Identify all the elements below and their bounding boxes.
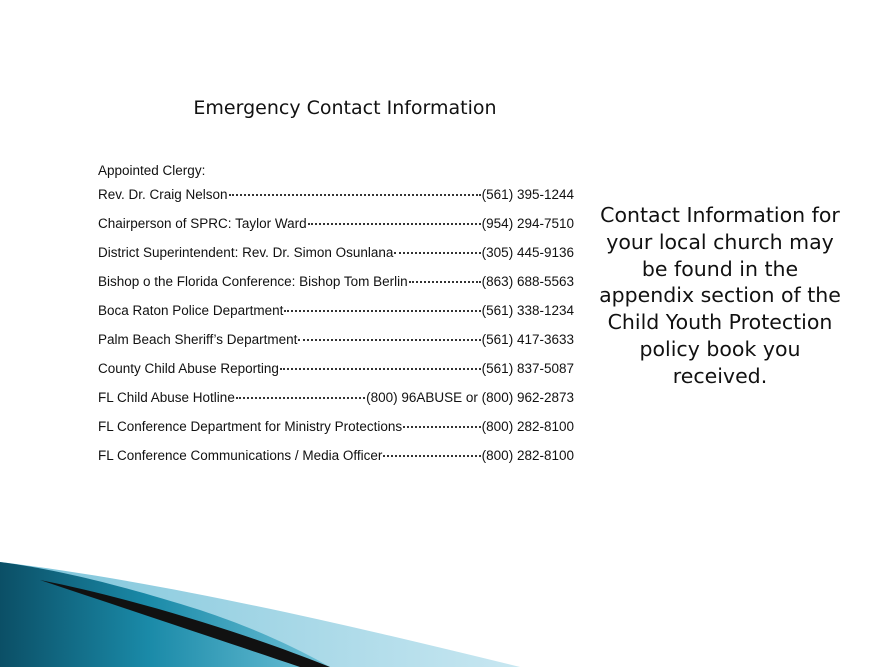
contact-phone: (954) 294-7510 <box>481 216 574 231</box>
contact-row <box>98 448 574 477</box>
dot-leader <box>284 309 480 312</box>
contact-phone: (800) 96ABUSE or (800) 962-2873 <box>366 390 574 405</box>
contact-name: Chairperson of SPRC: Taylor Ward <box>98 216 307 231</box>
contact-row <box>98 390 574 419</box>
contact-name: District Superintendent: Rev. Dr. Simon Osunlana <box>98 245 394 260</box>
dot-leader <box>280 367 481 370</box>
dot-leader <box>383 454 480 457</box>
contact-name: FL Child Abuse Hotline <box>98 390 235 405</box>
dot-leader <box>394 251 480 254</box>
dot-leader <box>409 280 481 283</box>
contact-phone: (561) 417-3633 <box>481 332 574 347</box>
contact-row <box>98 187 574 216</box>
contact-phone: (561) 837-5087 <box>481 361 574 376</box>
contact-name: FL Conference Department for Ministry Protections <box>98 419 403 434</box>
contact-phone: (561) 338-1234 <box>481 303 574 318</box>
contact-phone: (800) 282-8100 <box>481 448 574 463</box>
contact-row <box>98 274 574 303</box>
clergy-subheading: Appointed Clergy: <box>98 163 206 178</box>
contact-row <box>98 245 574 274</box>
contact-row <box>98 419 574 448</box>
dot-leader <box>236 396 365 399</box>
contact-phone: (800) 282-8100 <box>481 419 574 434</box>
contact-row <box>98 216 574 245</box>
contact-name: Boca Raton Police Department <box>98 303 284 318</box>
contact-phone: (305) 445-9136 <box>481 245 574 260</box>
contact-phone: (561) 395-1244 <box>481 187 574 202</box>
local-church-note: Contact Information for your local church may be found in the appendix section of the Child Youth Protection policy book you received. <box>599 203 841 388</box>
contact-phone: (863) 688-5563 <box>481 274 574 289</box>
contact-name: Rev. Dr. Craig Nelson <box>98 187 228 202</box>
dot-leader <box>308 222 481 225</box>
dot-leader <box>298 338 480 341</box>
contact-name: Palm Beach Sheriff’s Department <box>98 332 298 347</box>
slide-title: Emergency Contact Information <box>193 97 497 119</box>
contact-name: County Child Abuse Reporting <box>98 361 279 376</box>
contact-row <box>98 303 574 332</box>
decorative-wave <box>0 540 890 667</box>
contact-row <box>98 361 574 390</box>
contact-name: FL Conference Communications / Media Officer <box>98 448 383 463</box>
contact-list <box>98 187 574 477</box>
dot-leader <box>403 425 481 428</box>
dot-leader <box>229 193 481 196</box>
contact-row <box>98 332 574 361</box>
contact-name: Bishop o the Florida Conference: Bishop Tom Berlin <box>98 274 408 289</box>
